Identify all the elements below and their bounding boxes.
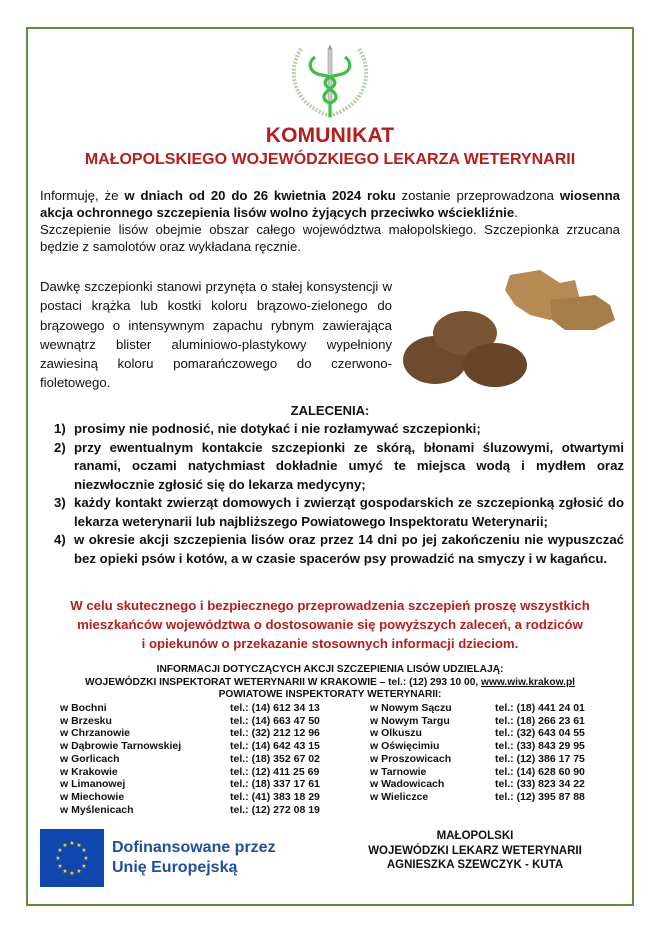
table-row: w Brzesku tel.: (14) 663 47 50 [60,714,320,727]
table-row: w Wieliczce tel.: (12) 395 87 88 [370,790,585,803]
info-header: INFORMACJI DOTYCZĄCYCH AKCJI SZCZEPIENIA LISÓW UDZIELAJĄ: WOJEWÓDZKI INSPEKTORAT WETERYNARII W KRAKOWIE – tel.: (12) 293 10 00, www.wiw.krakow.pl POWIATOWE INSPEKTORATY WETERYNARII: [84,664,576,700]
vaccine-description: Dawkę szczepionki stanowi przynęta o stałej konsystencji w postaci krążka lub kostki koloru brązowo-zielonego do brązowego o intensywnym zapachu rybnym zawierająca wewnątrz blister aluminiowo-plastykowy wypełniony zawiesiną koloru pomarańczowego do czerwono-fioletowego. [40,279,392,391]
list-item: 2) przy ewentualnym kontakcie szczepionki ze skórą, błonami śluzowymi, otwartymi ranami, oczami natychmiast dokładnie umyć te miejsca wodą i mydłem oraz niezwłocznie zgłosić się do lekarza medycyny; [54,439,624,492]
table-row: w Tarnowie tel.: (14) 628 60 90 [370,765,585,778]
campaign-name: wiosenna akcja ochronnego szczepienia lisów wolno żyjących przeciwko wściekliźnie [40,188,620,220]
table-row: w Myślenicach tel.: (12) 272 08 19 [60,803,320,816]
svg-text:★: ★ [62,868,68,875]
svg-text:★: ★ [83,855,89,862]
table-row: w Dąbrowie Tarnowskiej tel.: (14) 642 43 15 [60,740,320,753]
svg-text:★: ★ [57,863,63,870]
table-row: w Miechowie tel.: (41) 383 18 29 [60,790,320,803]
svg-text:★: ★ [76,868,82,875]
svg-text:★: ★ [81,847,87,854]
svg-text:★: ★ [55,855,61,862]
svg-text:★: ★ [69,870,75,877]
vaccine-bait-photo-icon [400,265,630,395]
list-item: 1) prosimy nie podnosić, nie dotykać i nie rozłamywać szczepionki; [54,421,481,436]
contacts-table-right [370,702,585,804]
table-row: w Bochni tel.: (14) 612 34 13 [60,702,320,714]
recommendations-list [54,420,624,568]
table-row: w Chrzanowie tel.: (32) 212 12 96 [60,727,320,740]
intro-line-2: Szczepienie lisów obejmie obszar całego województwa małopolskiego. Szczepionka zrzucana będzie z samolotów oraz wykładana ręcznie. [40,222,620,254]
wiw-website-link[interactable]: www.wiw.krakow.pl [481,676,576,688]
eu-flag-icon [40,829,104,887]
recommendations-title: ZALECENIA: [290,403,370,418]
table-row: w Krakowie tel.: (12) 411 25 69 [60,765,320,778]
list-item: 4) w okresie akcji szczepienia lisów oraz przez 14 dni po jej zakończeniu nie wypuszczać bez opieki psów i kotów, a w czasie spacerów psy prowadzić na smyczy i w kagańcu. [54,532,624,566]
page-title: KOMUNIKAT [265,124,395,147]
veterinary-caduceus-logo-icon [289,43,371,119]
svg-text:★: ★ [81,863,87,870]
svg-text:★: ★ [76,842,82,849]
svg-text:★: ★ [57,847,63,854]
table-row: w Oświęcimiu tel.: (33) 843 29 95 [370,740,585,753]
intro-paragraph: Informuję, że w dniach od 20 do 26 kwietnia 2024 roku zostanie przeprowadzona wiosenna akcja ochronnego szczepienia lisów wolno żyjących przeciwko wściekliźnie. Szczepienie lisów obejmie obszar całego województwa małopolskiego. Szczepionka zrzucana będzie z samolotów oraz wykładana ręcznie. [40,188,620,254]
table-row: w Proszowicach tel.: (12) 386 17 75 [370,752,585,765]
table-row: w Wadowicach tel.: (33) 823 34 22 [370,778,585,791]
signature-block: MAŁOPOLSKI WOJEWÓDZKI LEKARZ WETERYNARII AGNIESZKA SZEWCZYK - KUTA [368,830,582,871]
page-subtitle: MAŁOPOLSKIEGO WOJEWÓDZKIEGO LEKARZA WETERYNARII [84,151,576,168]
table-row: w Olkuszu tel.: (32) 643 04 55 [370,727,585,740]
appeal-text: W celu skutecznego i bezpiecznego przeprowadzenia szczepień proszę wszystkich mieszkańców województwa o dostosowanie się powyższych zaleceń, a rodziców i opiekunów o przekazanie stosownych informacji dzieciom. [70,598,590,651]
svg-text:★: ★ [69,840,75,847]
list-item: 3) każdy kontakt zwierząt domowych i zwierząt gospodarskich ze szczepionką zgłosić do lekarza weterynarii lub najbliższego Powiatowego Inspektoratu Weterynarii; [54,495,624,529]
table-row: w Limanowej tel.: (18) 337 17 61 [60,778,320,791]
table-row: w Gorlicach tel.: (18) 352 67 02 [60,752,320,765]
table-row: w Nowym Targu tel.: (18) 266 23 61 [370,714,585,727]
contacts-table-left [60,702,320,816]
svg-text:★: ★ [62,842,68,849]
eu-funding-badge: ★ ★ ★ ★ ★ ★ ★ ★ ★ ★ ★ ★ Dofinansowane przez Unię Europejską [40,829,276,887]
date-range: w dniach od 20 do 26 kwietnia 2024 roku [124,188,396,203]
table-row: w Nowym Sączu tel.: (18) 441 24 01 [370,702,585,714]
